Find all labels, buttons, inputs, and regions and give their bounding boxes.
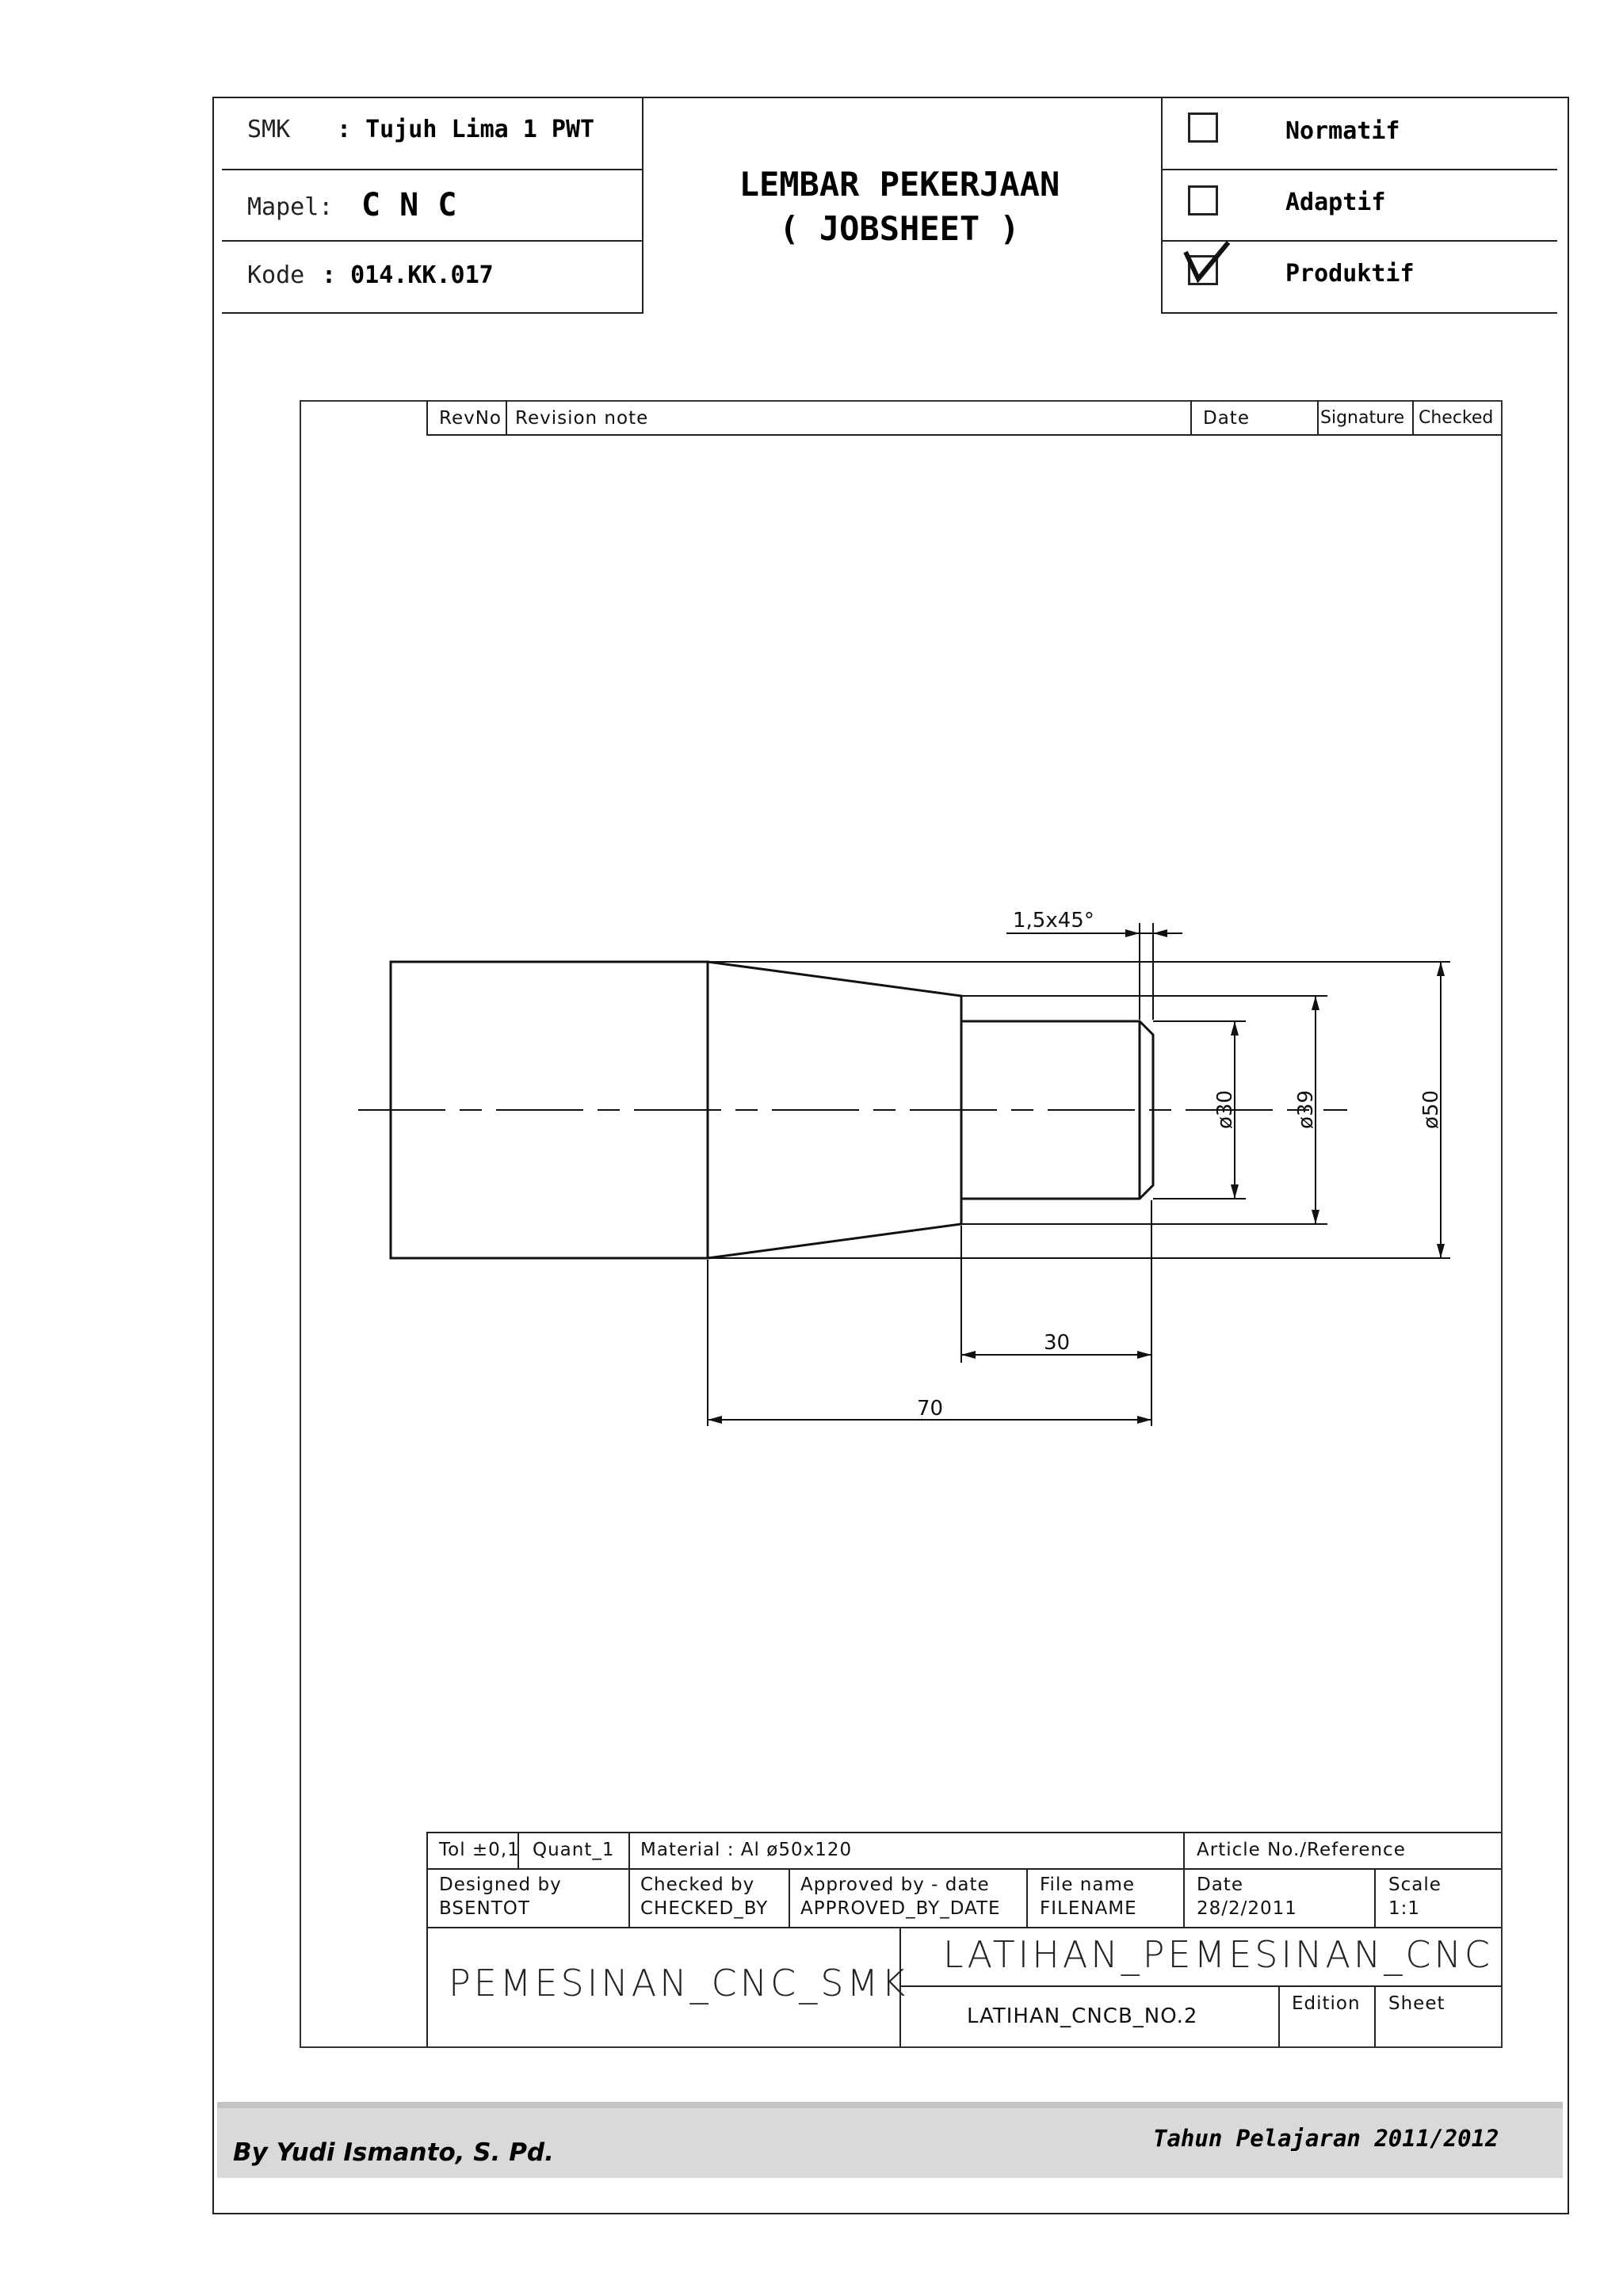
tb-file-name-value: FILENAME [1040,1898,1137,1919]
kode-label: Kode [247,261,305,289]
tb-file-name-label: File name [1040,1875,1136,1895]
mapel-label: Mapel: [247,193,334,221]
rev-header-checked: Checked [1419,408,1494,428]
tb-rule [426,1927,1501,1928]
tb-divider [628,1832,630,1927]
tb-scale-value: 1:1 [1388,1898,1421,1919]
rev-header-note: Revision note [515,408,649,429]
length-30-dimension: 30 [1044,1331,1071,1355]
tb-tolerance: Tol ±0,1 [439,1840,520,1860]
tb-rule [426,1832,1501,1833]
tb-material: Material : Al ø50x120 [640,1840,853,1860]
rev-header-revno: RevNo [439,408,502,429]
tb-title: LATIHAN_PEMESINAN_CNC [943,1933,1493,1976]
tb-designed-by-value: BSENTOT [439,1898,530,1919]
tb-divider [426,1832,428,2047]
tb-date-label: Date [1197,1875,1243,1895]
length-70-dimension: 70 [917,1397,944,1421]
tb-approved-by-label: Approved by - date [800,1875,990,1895]
smk-label: SMK [247,116,291,143]
tb-article-ref: Article No./Reference [1197,1840,1406,1860]
tb-rule [426,1868,1501,1870]
tb-scale-label: Scale [1388,1875,1442,1895]
tb-edition-label: Edition [1292,1993,1361,2014]
tb-divider [1374,1868,1376,1927]
tb-designed-by-label: Designed by [439,1875,562,1895]
tb-divider [1183,1832,1185,1927]
adaptif-label: Adaptif [1285,189,1386,216]
diameter-39-dimension: ø39 [1294,1090,1318,1129]
kode-value: : 014.KK.017 [322,261,494,289]
produktif-label: Produktif [1285,260,1415,288]
tb-divider [1374,1985,1376,2047]
rev-header-date: Date [1203,408,1250,429]
rev-header-signature: Signature [1320,408,1405,428]
tb-drawing-number: LATIHAN_CNCB_NO.2 [967,2004,1198,2028]
diameter-30-dimension: ø30 [1213,1090,1237,1129]
tb-divider [789,1868,790,1927]
tb-checked-by-label: Checked by [640,1875,755,1895]
tb-checked-by-value: CHECKED_BY [640,1898,769,1919]
tb-sheet-label: Sheet [1388,1993,1445,2014]
chamfer-dimension: 1,5x45° [1013,909,1094,933]
academic-year: Tahun Pelajaran 2011/2012 [1153,2125,1499,2152]
normatif-label: Normatif [1285,117,1400,145]
tb-date-value: 28/2/2011 [1197,1898,1297,1919]
tb-rule [899,1985,1501,1987]
tb-approved-by-value: APPROVED_BY_DATE [800,1898,1001,1919]
title-line-1: LEMBAR PEKERJAAN [739,165,1060,204]
diameter-50-dimension: ø50 [1419,1090,1443,1129]
smk-value: : Tujuh Lima 1 PWT [337,116,595,143]
tb-quantity: Quant_1 [533,1840,615,1860]
author-credit: By Yudi Ismanto, S. Pd. [233,2138,554,2167]
tb-company: PEMESINAN_CNC_SMK [449,1962,909,2004]
mapel-value: C N C [361,187,457,223]
tb-divider [1278,1985,1280,2047]
tb-divider [1026,1868,1028,1927]
title-line-2: ( JOBSHEET ) [779,209,1020,248]
